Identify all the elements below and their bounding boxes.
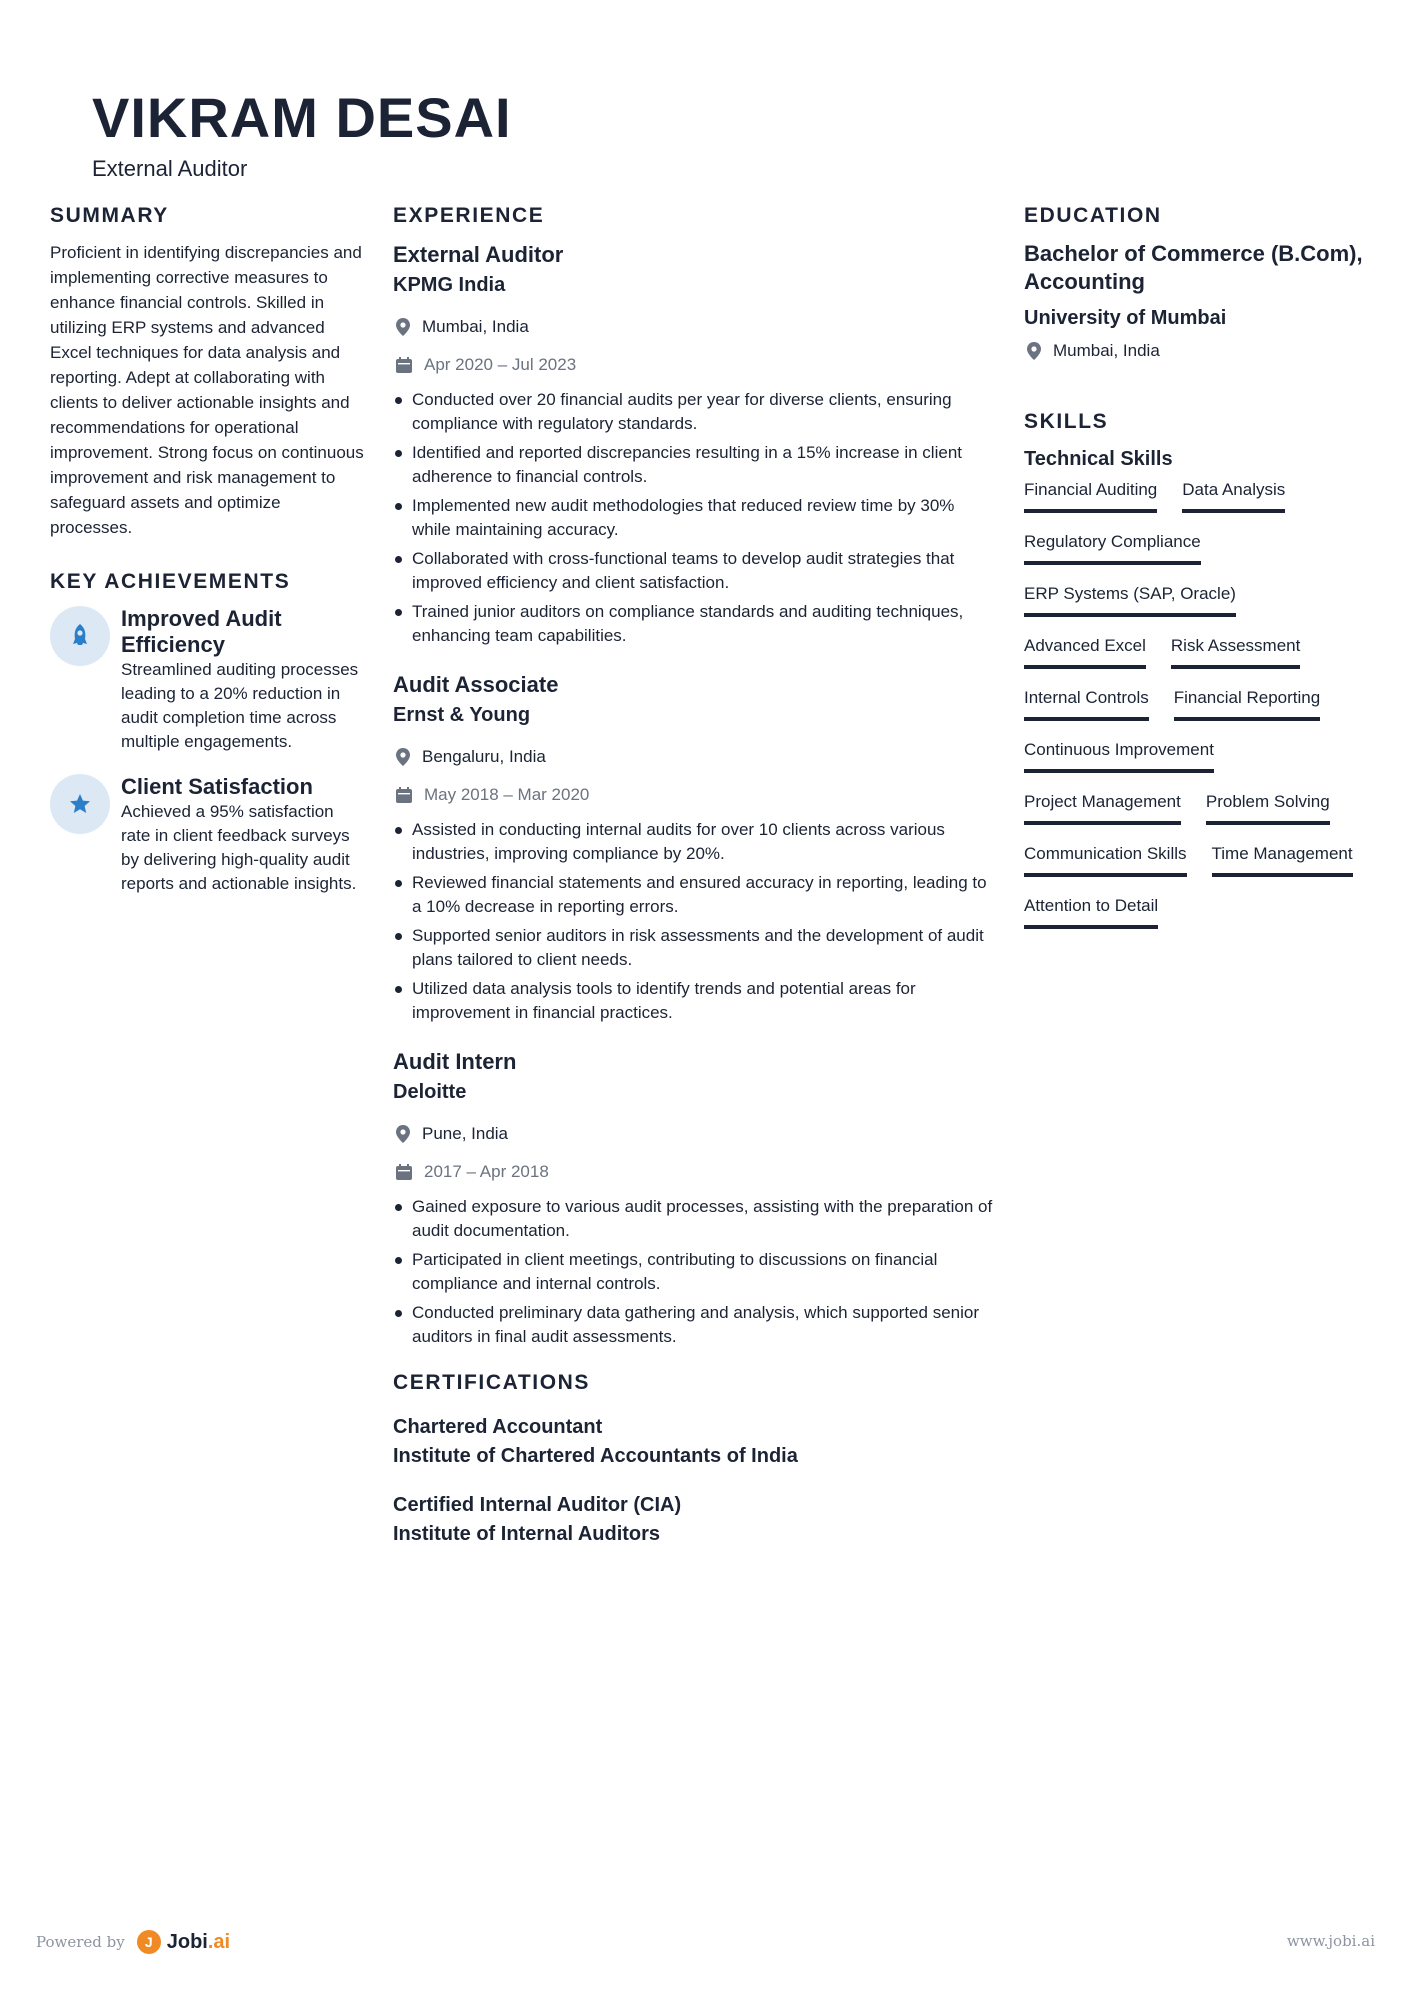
skill-tag: Data Analysis — [1182, 477, 1285, 513]
job-company: Ernst & Young — [393, 704, 531, 726]
candidate-role: External Auditor — [92, 156, 248, 181]
job-title: Audit Associate — [393, 672, 559, 697]
skill-tag: Risk Assessment — [1171, 633, 1300, 669]
middle-column — [393, 204, 995, 1569]
skill-tag: Financial Auditing — [1024, 477, 1157, 513]
job-bullet: Conducted preliminary data gathering and analysis, which supported senior auditors in final audit assessments. — [393, 1301, 995, 1349]
calendar-icon — [396, 1164, 412, 1180]
job-title: External Auditor — [393, 242, 564, 267]
powered-by-label: Powered by — [36, 1933, 125, 1951]
job-bullets — [393, 818, 995, 1025]
right-column — [1024, 204, 1374, 929]
achievements-title: KEY ACHIEVEMENTS — [50, 570, 291, 593]
experience-title: EXPERIENCE — [393, 204, 545, 227]
job-dates-text: Apr 2020 – Jul 2023 — [424, 355, 577, 374]
job-bullet: Utilized data analysis tools to identify trends and potential areas for improvement in financial practices. — [393, 977, 995, 1025]
skill-tag: Attention to Detail — [1024, 893, 1158, 929]
job-company: Deloitte — [393, 1081, 467, 1103]
job-location — [393, 308, 995, 346]
jobi-logo-text[interactable] — [167, 1931, 230, 1954]
summary-text: Proficient in identifying discrepancies and implementing corrective measures to enhance financial controls. Skilled in utilizing ERP systems and advanced Excel techniques for data analysis and reporting. Adept at collaborating with clients to deliver actionable insights and recommendations for operational improvement. Strong focus on continuous improvement and risk management to safeguard assets and optimize processes. — [50, 243, 364, 537]
jobi-logo-icon: J — [137, 1930, 161, 1954]
rocket-icon — [50, 606, 110, 666]
candidate-name: VIKRAM DESAI — [92, 86, 512, 149]
achievement-item — [50, 774, 366, 896]
job-location — [393, 738, 995, 776]
job-dates — [393, 1153, 995, 1191]
education-school: University of Mumbai — [1024, 307, 1227, 329]
location-pin-icon — [396, 318, 410, 336]
achievement-title: Client Satisfaction — [121, 774, 313, 799]
achievement-title: Improved Audit Efficiency — [121, 606, 282, 657]
job-location — [393, 1115, 995, 1153]
left-column — [50, 204, 366, 916]
jobi-brand-name: Jobi — [166, 1930, 208, 1953]
skill-tag: ERP Systems (SAP, Oracle) — [1024, 581, 1236, 617]
skill-tag: Project Management — [1024, 789, 1181, 825]
skills-section — [1024, 410, 1374, 929]
job-entry — [393, 670, 995, 1025]
summary-section — [50, 204, 366, 540]
location-pin-icon — [396, 748, 410, 766]
job-location-text: Pune, India — [422, 1124, 509, 1143]
certification-item — [393, 1491, 995, 1549]
achievement-description: Achieved a 95% satisfaction rate in client feedback surveys by delivering high-quality audit reports and actionable insights. — [121, 802, 357, 893]
certification-name: Certified Internal Auditor (CIA) — [393, 1494, 682, 1516]
job-bullet: Reviewed financial statements and ensured accuracy in reporting, leading to a 10% decrease in reporting errors. — [393, 871, 995, 919]
footer-branding — [36, 1930, 230, 1954]
certification-item — [393, 1413, 995, 1471]
location-pin-icon — [396, 1125, 410, 1143]
skill-tag: Time Management — [1212, 841, 1353, 877]
footer-url[interactable]: www.jobi.ai — [1286, 1932, 1375, 1950]
skill-tag: Communication Skills — [1024, 841, 1187, 877]
skills-title: SKILLS — [1024, 410, 1109, 433]
achievement-description: Streamlined auditing processes leading to a 20% reduction in audit completion time across multiple engagements. — [121, 660, 359, 751]
job-bullet: Conducted over 20 financial audits per year for diverse clients, ensuring compliance with regulatory standards. — [393, 388, 995, 436]
job-company: KPMG India — [393, 274, 506, 296]
job-bullets — [393, 1195, 995, 1349]
certification-org: Institute of Internal Auditors — [393, 1523, 661, 1545]
education-section — [1024, 204, 1374, 370]
job-dates — [393, 346, 995, 384]
job-bullet: Trained junior auditors on compliance standards and auditing techniques, enhancing team capabilities. — [393, 600, 995, 648]
education-degree: Bachelor of Commerce (B.Com), Accounting — [1024, 241, 1363, 294]
skill-tag: Regulatory Compliance — [1024, 529, 1201, 565]
job-dates-text: 2017 – Apr 2018 — [424, 1162, 549, 1181]
skill-tag: Continuous Improvement — [1024, 737, 1214, 773]
summary-title: SUMMARY — [50, 204, 169, 227]
calendar-icon — [396, 357, 412, 373]
job-title: Audit Intern — [393, 1049, 517, 1074]
job-entry — [393, 1047, 995, 1349]
job-entry — [393, 240, 995, 648]
job-bullets — [393, 388, 995, 648]
resume-header — [92, 86, 512, 182]
location-pin-icon — [1027, 342, 1041, 360]
education-location — [1024, 332, 1374, 370]
skills-list — [1024, 477, 1374, 929]
education-location-text: Mumbai, India — [1053, 341, 1160, 360]
job-bullet: Participated in client meetings, contributing to discussions on financial compliance and internal controls. — [393, 1248, 995, 1296]
star-icon — [50, 774, 110, 834]
job-dates-text: May 2018 – Mar 2020 — [424, 785, 590, 804]
skill-tag: Problem Solving — [1206, 789, 1330, 825]
calendar-icon — [396, 787, 412, 803]
certifications-section — [393, 1371, 995, 1549]
certifications-title: CERTIFICATIONS — [393, 1371, 591, 1394]
achievements-section — [50, 570, 366, 896]
job-location-text: Bengaluru, India — [422, 747, 546, 766]
job-location-text: Mumbai, India — [422, 317, 529, 336]
job-dates — [393, 776, 995, 814]
skill-tag: Financial Reporting — [1174, 685, 1320, 721]
job-bullet: Gained exposure to various audit processes, assisting with the preparation of audit documentation. — [393, 1195, 995, 1243]
certification-name: Chartered Accountant — [393, 1416, 603, 1438]
skills-subtitle: Technical Skills — [1024, 448, 1173, 470]
job-bullet: Collaborated with cross-functional teams to develop audit strategies that improved efficiency and client satisfaction. — [393, 547, 995, 595]
job-bullet: Assisted in conducting internal audits for over 10 clients across various industries, improving compliance by 20%. — [393, 818, 995, 866]
certification-org: Institute of Chartered Accountants of India — [393, 1445, 798, 1467]
skill-tag: Internal Controls — [1024, 685, 1149, 721]
jobi-brand-suffix: .ai — [207, 1930, 231, 1953]
job-bullet: Supported senior auditors in risk assessments and the development of audit plans tailored to client needs. — [393, 924, 995, 972]
skill-tag: Advanced Excel — [1024, 633, 1146, 669]
education-title: EDUCATION — [1024, 204, 1162, 227]
job-bullet: Identified and reported discrepancies resulting in a 15% increase in client adherence to financial controls. — [393, 441, 995, 489]
achievement-item — [50, 606, 366, 754]
job-bullet: Implemented new audit methodologies that reduced review time by 30% while maintaining accuracy. — [393, 494, 995, 542]
